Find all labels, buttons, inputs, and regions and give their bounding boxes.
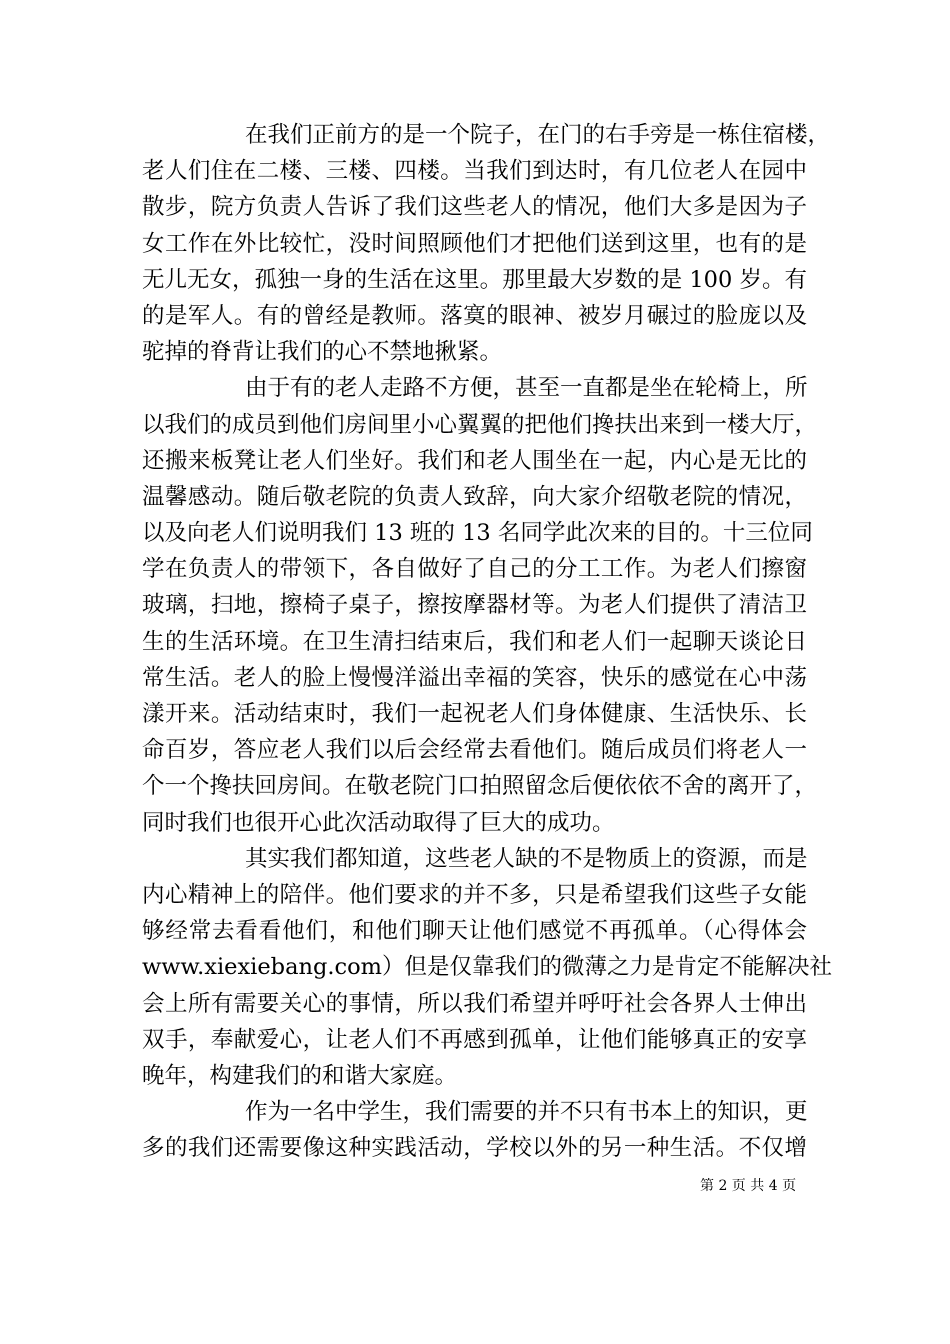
text-line: 其实我们都知道，这些老人缺的不是物质上的资源，而是 (245, 845, 808, 872)
text-line: 漾开来。活动结束时，我们一起祝老人们身体健康、生活快乐、长 (142, 701, 807, 727)
text-line: 生的生活环境。在卫生清扫结束后，我们和老人们一起聊天谈论日 (142, 628, 807, 655)
text-line: 以及向老人们说明我们 13 班的 13 名同学此次来的目的。十三位同 (142, 520, 813, 547)
text-line: 由于有的老人走路不方便，甚至一直都是坐在轮椅上，所 (245, 375, 808, 402)
text-line: 同时我们也很开心此次活动取得了巨大的成功。 (142, 809, 615, 836)
text-line: 玻璃，扫地，擦椅子桌子，擦按摩器材等。为老人们提供了清洁卫 (142, 592, 807, 619)
text-line: 老人们住在二楼、三楼、四楼。当我们到达时，有几位老人在园中 (142, 158, 807, 185)
text-line: 作为一名中学生，我们需要的并不只有书本上的知识，更 (245, 1099, 808, 1126)
text-line: 驼掉的脊背让我们的心不禁地揪紧。 (142, 339, 503, 366)
text-line: 双手，奉献爱心，让老人们不再感到孤单，让他们能够真正的安享 (142, 1026, 807, 1053)
text-line: 在我们正前方的是一个院子，在门的右手旁是一栋住宿楼， (245, 122, 831, 148)
text-line: 个一个搀扶回房间。在敬老院门口拍照留念后便依依不舍的离开了， (142, 773, 818, 800)
text-line: 无儿无女，孤独一身的生活在这里。那里最大岁数的是 100 岁。有 (142, 266, 807, 293)
text-line: 内心精神上的陪伴。他们要求的并不多，只是希望我们这些子女能 (142, 881, 807, 908)
text-line: 多的我们还需要像这种实践活动，学校以外的另一种生活。不仅增 (142, 1135, 807, 1162)
text-line: 温馨感动。随后敬老院的负责人致辞，向大家介绍敬老院的情况， (142, 483, 807, 510)
page-number: 第 2 页 共 4 页 (700, 1178, 797, 1194)
text-line: 女工作在外比较忙，没时间照顾他们才把他们送到这里，也有的是 (142, 230, 807, 257)
text-line: 学在负责人的带领下，各自做好了自己的分工工作。为老人们擦窗 (142, 556, 807, 583)
document-body (142, 117, 833, 1166)
text-line: 够经常去看看他们，和他们聊天让他们感觉不再孤单。（心得体会 (142, 918, 807, 945)
text-line: 以我们的成员到他们房间里小心翼翼的把他们搀扶出来到一楼大厅， (142, 411, 818, 438)
text-line: 常生活。老人的脸上慢慢洋溢出幸福的笑容，快乐的感觉在心中荡 (142, 664, 807, 691)
text-line: 晚年，构建我们的和谐大家庭。 (142, 1062, 458, 1089)
text-line: 散步，院方负责人告诉了我们这些老人的情况，他们大多是因为子 (142, 194, 807, 221)
text-line: 会上所有需要关心的事情，所以我们希望并呼吁社会各界人士伸出 (142, 990, 807, 1017)
text-line: 命百岁，答应老人我们以后会经常去看他们。随后成员们将老人一 (142, 737, 807, 764)
text-line: 还搬来板凳让老人们坐好。我们和老人围坐在一起，内心是无比的 (142, 447, 807, 474)
text-line: 的是军人。有的曾经是教师。落寞的眼神、被岁月碾过的脸庞以及 (142, 302, 807, 329)
text-line: www.xiexiebang.com）但是仅靠我们的微薄之力是肯定不能解决社 (142, 954, 833, 981)
